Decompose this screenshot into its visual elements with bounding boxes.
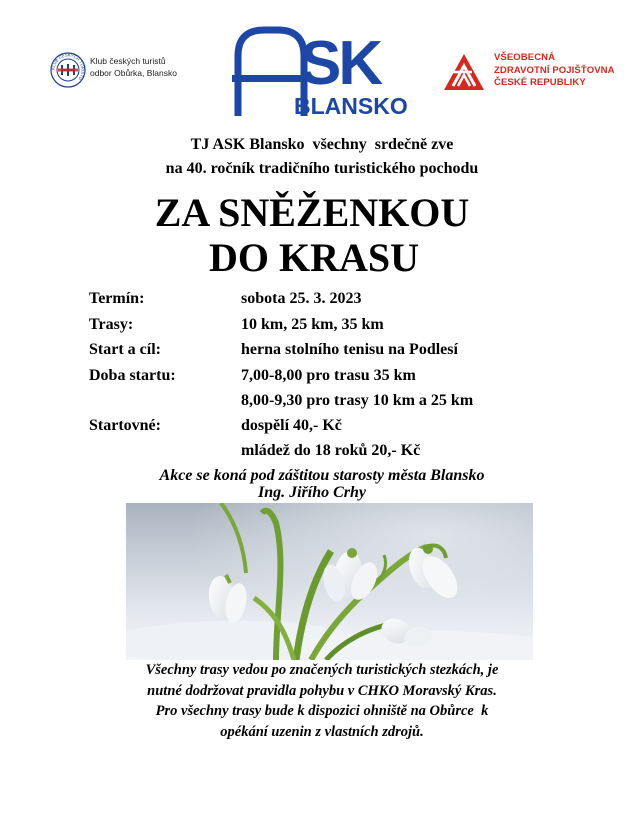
snowdrop-photo (126, 503, 533, 660)
detail-value-fee-1: dospělí 40,- Kč (241, 417, 342, 434)
detail-value-start-time-2: 8,00-9,30 pro trasy 10 km a 25 km (241, 392, 474, 409)
detail-label-routes: Trasy: (89, 316, 134, 333)
note-line-2: nutné dodržovat pravidla pohybu v CHKO Moravský Kras. (147, 682, 497, 699)
note-line-4: opékání uzenin z vlastních zdrojů. (220, 723, 424, 740)
detail-label-date: Termín: (89, 290, 145, 307)
vzp-logo (442, 52, 486, 92)
kct-ring-text: KLUB ČESKÝCH TURISTŮ (50, 52, 86, 82)
vzp-caption (494, 52, 615, 90)
vzp-line-1: VŠEOBECNÁ (494, 52, 556, 63)
route-notes (0, 660, 644, 742)
vzp-line-3: ČESKÉ REPUBLIKY (494, 77, 586, 88)
detail-value-start: herna stolního tenisu na Podlesí (241, 341, 458, 358)
ask-small-text: BLANSKO (294, 93, 408, 118)
ask-blansko-logo (232, 26, 412, 118)
intro-line-2: na 40. ročník tradičního turistického pochodu (165, 160, 479, 177)
detail-label-fee: Startovné: (89, 417, 161, 434)
vzp-line-2: ZDRAVOTNÍ POJIŠŤOVNA (494, 64, 615, 76)
ask-big-text: SK (300, 29, 381, 98)
note-line-3: Pro všechny trasy bude k dispozici ohniště na Obůrce k (155, 703, 489, 719)
event-title-line-1: ZA SNĚŽENKOU (154, 190, 470, 235)
intro-line-1: TJ ASK Blansko všechny srdečně zve (190, 136, 454, 153)
detail-label-start-time: Doba startu: (89, 367, 176, 384)
note-line-1: Všechny trasy vedou po značených turistických stezkách, je (145, 662, 499, 678)
detail-label-start: Start a cíl: (89, 341, 161, 358)
kct-line-1: Klub českých turistů (90, 56, 166, 66)
kct-line-2: odbor Obůrka, Blansko (90, 68, 177, 78)
detail-value-routes: 10 km, 25 km, 35 km (241, 316, 384, 333)
kct-logo (50, 52, 86, 88)
detail-value-date: sobota 25. 3. 2023 (241, 290, 362, 307)
patronage-line-2: Ing. Jiřího Crhy (257, 484, 367, 501)
detail-value-fee-2: mládež do 18 roků 20,- Kč (241, 442, 421, 459)
detail-value-start-time-1: 7,00-8,00 pro trasu 35 km (241, 367, 416, 384)
kct-caption (90, 55, 177, 79)
patronage-line-1: Akce se koná pod záštitou starosty města Blansko (159, 467, 485, 484)
event-title-line-2: DO KRASU (208, 235, 420, 280)
